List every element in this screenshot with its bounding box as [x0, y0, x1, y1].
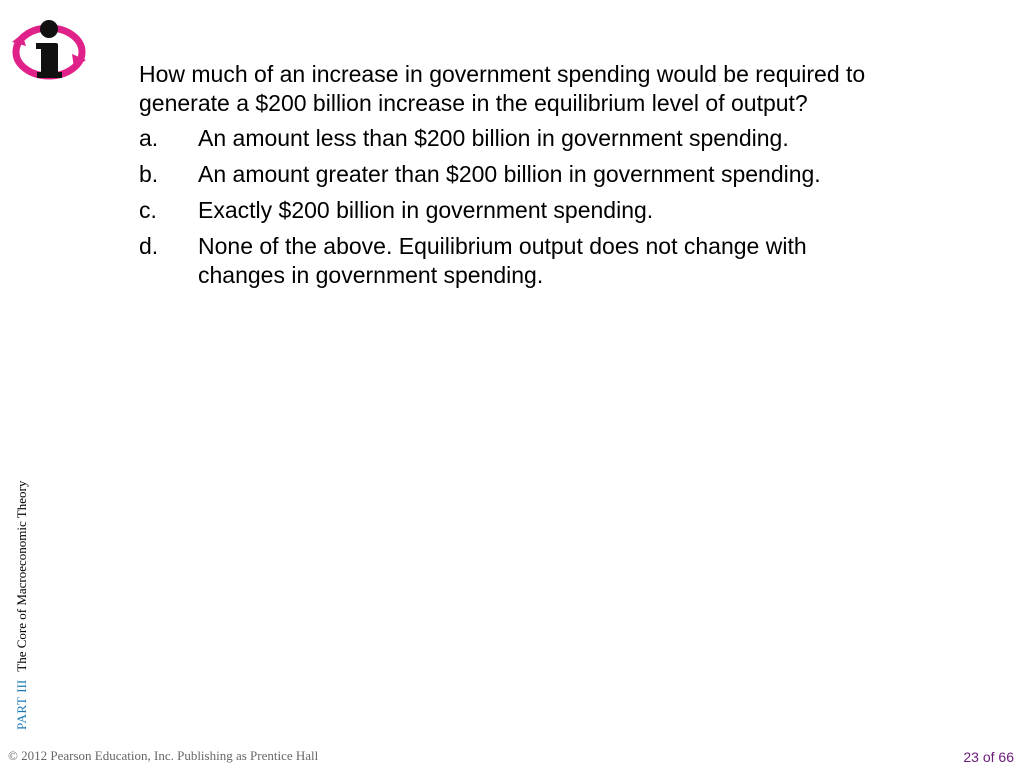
part-side-label — [14, 481, 30, 730]
copyright-footer: © 2012 Pearson Education, Inc. Publishing as Prentice Hall — [8, 748, 319, 763]
part-title: The Core of Macroeconomic Theory — [14, 480, 29, 672]
answer-letter: d. — [139, 233, 159, 259]
answer-letter: c. — [139, 197, 157, 223]
answer-text: An amount less than $200 billion in government spending. — [198, 125, 789, 151]
answer-text: None of the above. Equilibrium output does not change with changes in government spending. — [198, 233, 807, 288]
answer-option-b — [139, 160, 939, 189]
page-counter: 23 of 66 — [963, 749, 1014, 765]
part-label: PART — [14, 696, 29, 730]
answer-option-c — [139, 196, 939, 225]
part-numeral: III — [14, 679, 29, 693]
answer-option-d — [139, 232, 939, 290]
answer-letter: a. — [139, 125, 159, 151]
answer-letter: b. — [139, 161, 159, 187]
logo-graphic — [12, 16, 86, 82]
info-i-cycle-icon — [12, 16, 86, 82]
question-text: How much of an increase in government spending would be required to generate a $200 billion increase in the equilibrium level of output? — [139, 61, 866, 116]
answer-text: An amount greater than $200 billion in government spending. — [198, 161, 821, 187]
answer-text: Exactly $200 billion in government spending. — [198, 197, 654, 223]
question-block — [139, 60, 939, 297]
answer-option-a — [139, 124, 939, 153]
